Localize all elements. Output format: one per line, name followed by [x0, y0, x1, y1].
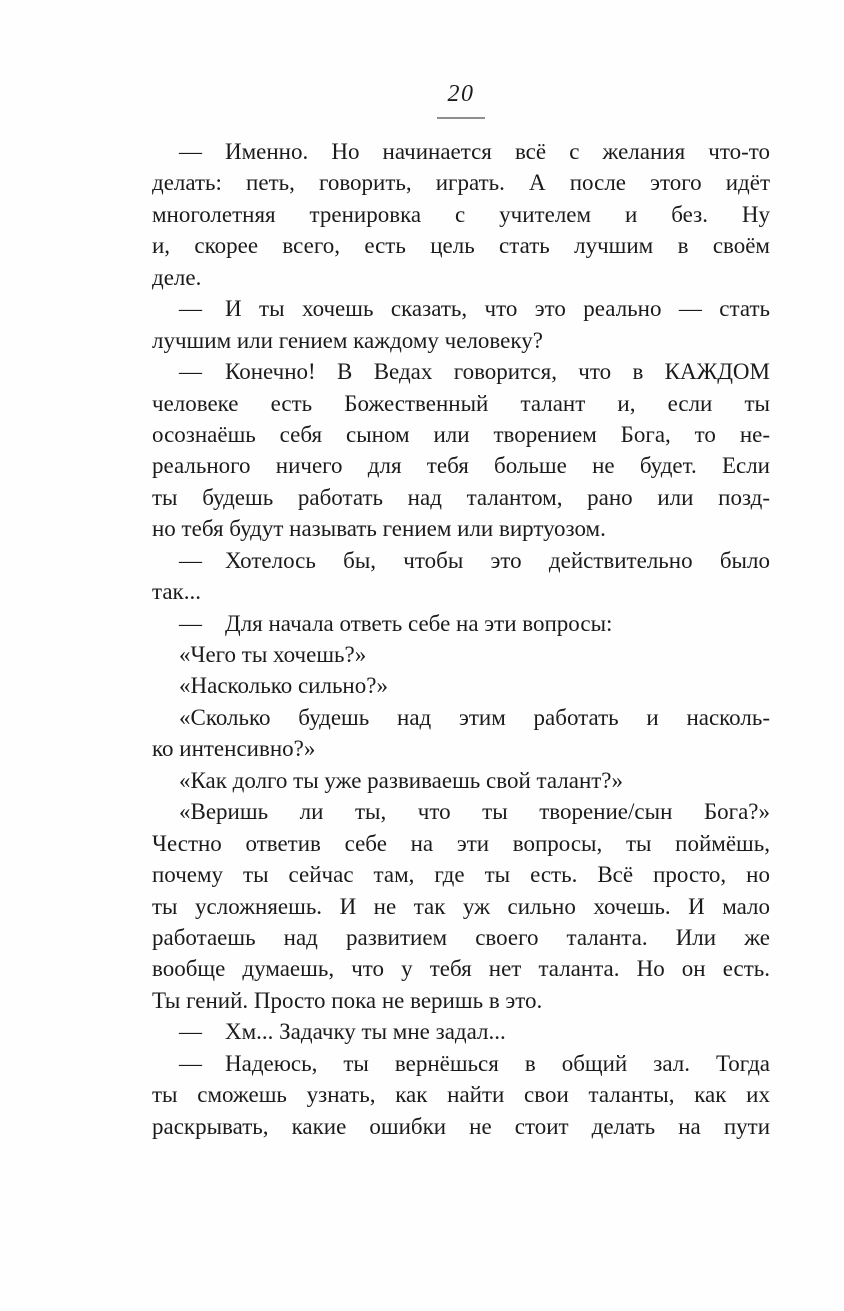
text-line: но тебя будут называть гением или виртуозом. [152, 516, 606, 542]
text-line: «Сколько будешь над этим работать и насколь- [179, 704, 770, 730]
paragraph [152, 293, 770, 356]
text-line: — И ты хочешь сказать, что это реально — стать [179, 296, 770, 322]
paragraph [152, 702, 770, 765]
paragraph [152, 136, 770, 293]
text-line: и, скорее всего, есть цель стать лучшим в своём [152, 233, 770, 259]
paragraph [152, 545, 770, 608]
paragraph [152, 608, 770, 639]
text-line: ты сможешь узнать, как найти свои таланты, как их [152, 1082, 770, 1108]
text-line: «Как долго ты уже развиваешь свой талант?» [179, 767, 624, 793]
text-line: — Надеюсь, ты вернёшься в общий зал. Тогда [179, 1050, 770, 1076]
paragraph [152, 796, 770, 1016]
text-line: ты будешь работать над талантом, рано или позд- [152, 484, 770, 510]
text-line: Ты гений. Просто пока не веришь в это. [152, 987, 543, 1013]
text-line: ты усложняешь. И не так уж сильно хочешь. И мало [152, 893, 770, 919]
text-line: — Хотелось бы, чтобы это действительно было [179, 547, 770, 573]
text-line: осознаёшь себя сыном или творением Бога, то не- [152, 421, 770, 447]
page-header [152, 80, 770, 119]
text-block [152, 136, 770, 1142]
page-number-rule [437, 117, 485, 119]
text-line: Честно ответив себе на эти вопросы, ты поймёшь, [152, 830, 770, 856]
paragraph [152, 1048, 770, 1142]
text-line: — Конечно! В Ведах говорится, что в КАЖДОМ [179, 359, 770, 385]
text-line: ко интенсивно?» [152, 736, 316, 762]
text-line: раскрывать, какие ошибки не стоит делать на пути [152, 1113, 770, 1139]
paragraph [152, 356, 770, 545]
text-line: почему ты сейчас там, где ты есть. Всё просто, но [152, 862, 770, 888]
text-line: деле. [152, 264, 202, 290]
text-line: — Хм... Задачку ты мне задал... [179, 1019, 506, 1045]
text-line: работаешь над развитием своего таланта. Или же [152, 924, 770, 950]
text-line: лучшим или гением каждому человеку? [152, 327, 543, 353]
paragraph [152, 1016, 770, 1047]
page-number: 20 [447, 81, 475, 107]
text-line: реального ничего для тебя больше не будет. Если [152, 453, 770, 479]
text-line: — Для начала ответь себе на эти вопросы: [179, 610, 613, 636]
text-line: «Веришь ли ты, что ты творение/сын Бога?» [179, 799, 770, 825]
text-line: так... [152, 579, 201, 605]
text-line: «Насколько сильно?» [179, 673, 388, 699]
text-line: делать: петь, говорить, играть. А после этого идёт [152, 170, 770, 196]
paragraph [152, 639, 770, 670]
text-line: вообще думаешь, что у тебя нет таланта. Но он есть. [152, 956, 770, 982]
paragraph [152, 670, 770, 701]
text-line: «Чего ты хочешь?» [179, 642, 367, 667]
paragraph [152, 765, 770, 796]
text-line: — Именно. Но начинается всё с желания что-то [179, 139, 770, 164]
text-line: человеке есть Божественный талант и, если ты [152, 390, 770, 416]
text-line: многолетняя тренировка с учителем и без. Ну [152, 201, 770, 227]
